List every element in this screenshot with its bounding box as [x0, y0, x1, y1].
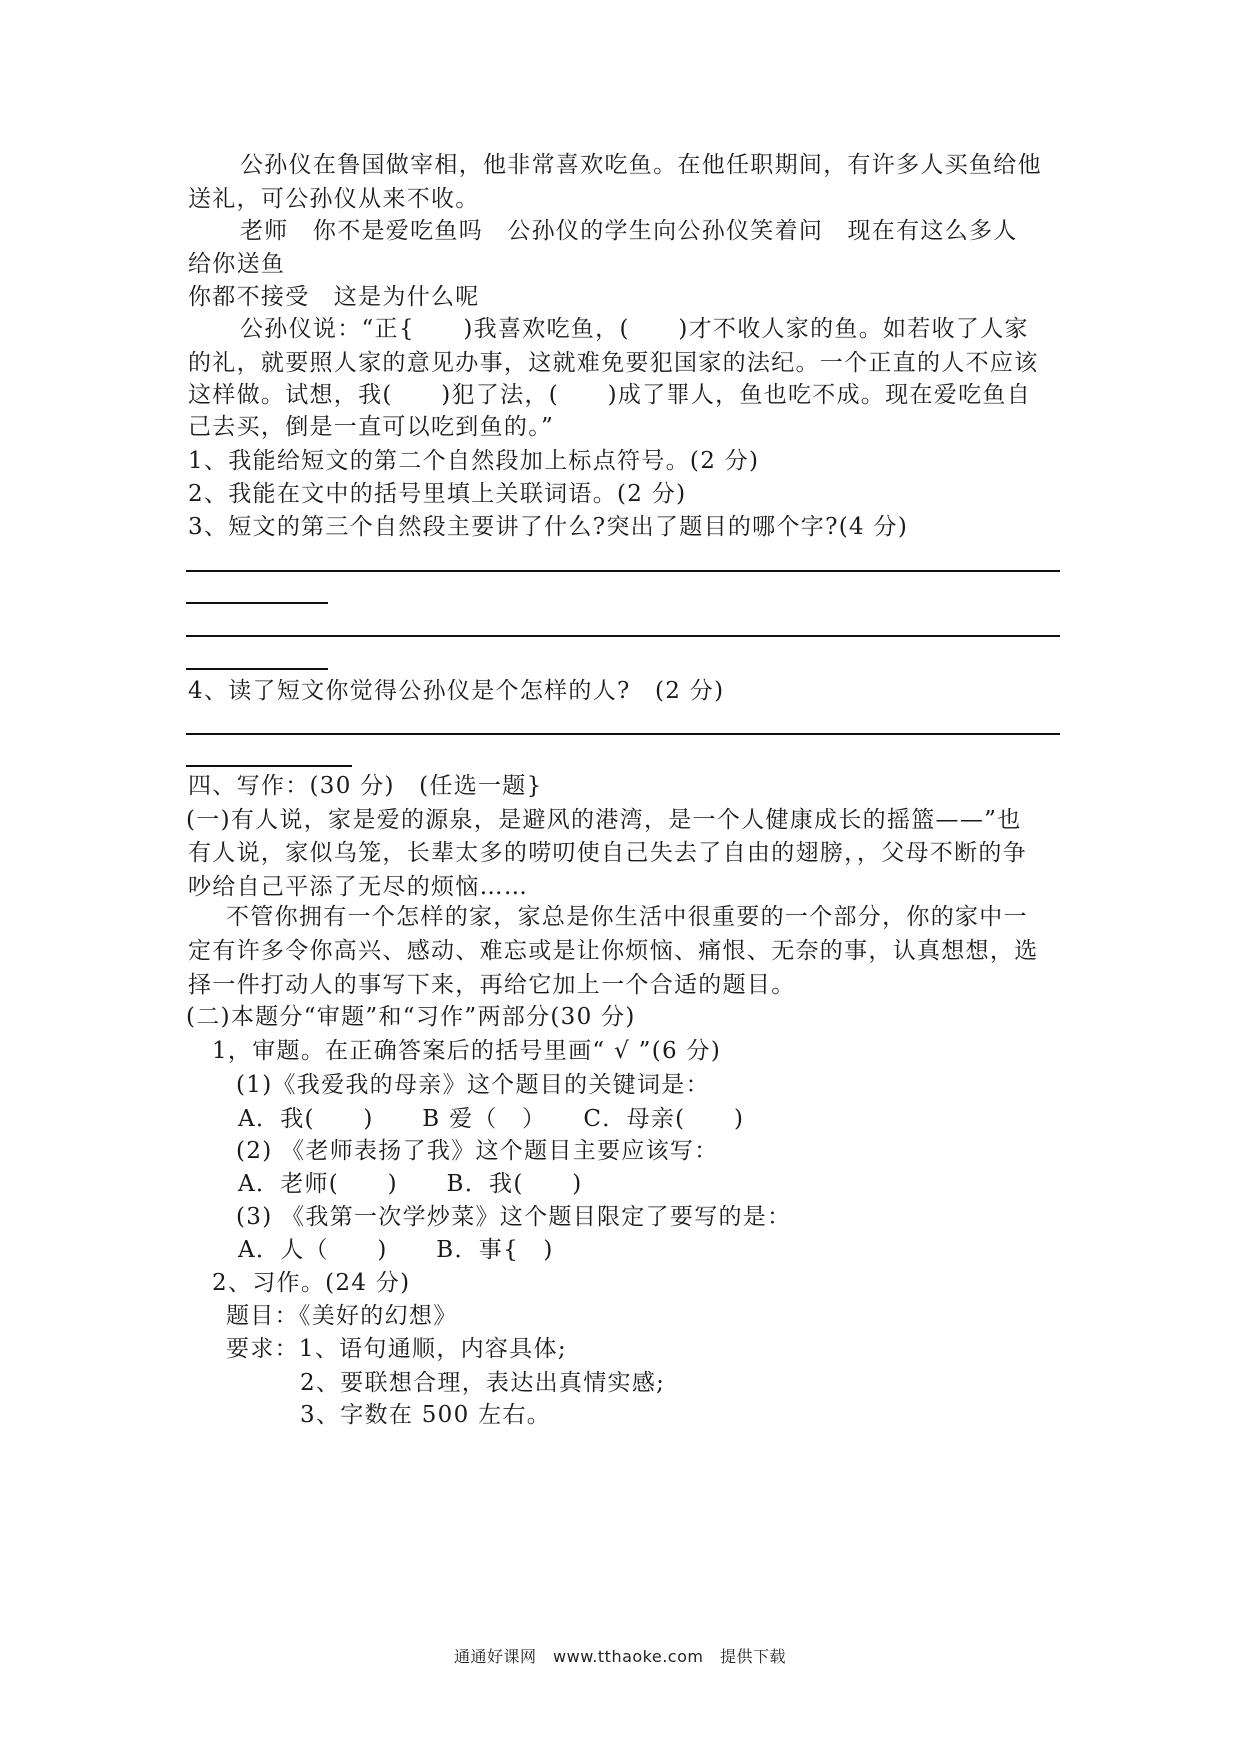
passage-p3-line4: 己去买，倒是一直可以吃到鱼的。”	[188, 414, 555, 440]
answer-line[interactable]	[186, 570, 1060, 572]
answer-line[interactable]	[186, 635, 1060, 637]
section-1-q2-options: A．老师( ) B．我( )	[238, 1171, 583, 1197]
passage-p2-line3: 你都不接受 这是为什么呢	[188, 284, 480, 310]
passage-p3-line1: 公孙仪说：“正{ )我喜欢吃鱼，( )才不收人家的鱼。如若收了人家	[240, 316, 1029, 342]
writing-opt1-p2-line3: 择一件打动人的事写下来，再给它加上一个合适的题目。	[188, 972, 796, 998]
section-1-q1: (1)《我爱我的母亲》这个题目的关键词是：	[236, 1072, 710, 1098]
passage-p1-line2: 送礼，可公孙仪从来不收。	[188, 186, 480, 212]
writing-opt2-heading: (二)本题分“审题”和“习作”两部分(30 分)	[186, 1004, 636, 1030]
writing-opt1-line1: (一)有人说，家是爱的源泉，是避风的港湾，是一个人健康成长的摇篮——”也	[186, 807, 1022, 833]
page-footer: 通通好课网 www.tthaoke.com 提供下载	[454, 1647, 786, 1666]
section-2-requirement-2: 2、要联想合理，表达出真情实感;	[300, 1370, 666, 1396]
answer-line-short[interactable]	[186, 668, 328, 670]
passage-p2-line2: 给你送鱼	[188, 251, 286, 277]
writing-heading: 四、写作：(30 分) (任选一题}	[188, 773, 543, 799]
writing-opt1-line3: 吵给自己平添了无尽的烦恼……	[188, 874, 529, 900]
answer-line-short[interactable]	[186, 602, 328, 604]
question-4: 4、读了短文你觉得公孙仪是个怎样的人? (2 分)	[188, 678, 725, 704]
question-3: 3、短文的第三个自然段主要讲了什么?突出了题目的哪个字?(4 分)	[188, 514, 909, 540]
section-2-heading: 2、习作。(24 分)	[212, 1270, 411, 1296]
answer-line[interactable]	[186, 733, 1060, 735]
passage-p1-line1: 公孙仪在鲁国做宰相，他非常喜欢吃鱼。在他任职期间，有许多人买鱼给他	[240, 152, 1042, 178]
answer-line-short[interactable]	[186, 765, 352, 767]
section-1-q3-options: A．人（ ) B．事{ )	[238, 1237, 554, 1263]
section-1-q2: (2) 《老师表扬了我》这个题目主要应该写：	[236, 1138, 719, 1164]
section-1-heading: 1，审题。在正确答案后的括号里画“ √ ”(6 分)	[212, 1038, 722, 1064]
passage-p3-line3: 这样做。试想，我( )犯了法，( )成了罪人，鱼也吃不成。现在爱吃鱼自	[188, 382, 1031, 408]
writing-opt1-p2-line1: 不管你拥有一个怎样的家，家总是你生活中很重要的一个部分，你的家中一	[226, 904, 1028, 930]
question-1: 1、我能给短文的第二个自然段加上标点符号。(2 分)	[188, 448, 760, 474]
section-2-title: 题目：《美好的幻想》	[226, 1303, 458, 1329]
section-1-q1-options: A．我( ) B 爱（ ） C．母亲( )	[238, 1106, 745, 1132]
writing-opt1-line2: 有人说，家似乌笼，长辈太多的唠叨使自己失去了自由的翅膀，，父母不断的争	[188, 840, 1027, 866]
passage-p2-line1: 老师 你不是爱吃鱼吗 公孙仪的学生向公孙仪笑着问 现在有这么多人	[240, 218, 1018, 244]
section-2-requirement-3: 3、字数在 500 左右。	[300, 1402, 552, 1428]
question-2: 2、我能在文中的括号里填上关联词语。(2 分)	[188, 481, 687, 507]
passage-p3-line2: 的礼，就要照人家的意见办事，这就难免要犯国家的法纪。一个正直的人不应该	[188, 350, 1039, 376]
section-1-q3: (3) 《我第一次学炒菜》这个题目限定了要写的是：	[236, 1204, 792, 1230]
writing-opt1-p2-line2: 定有许多令你高兴、感动、难忘或是让你烦恼、痛恨、无奈的事，认真想想，选	[188, 938, 1039, 964]
section-2-requirement-1: 要求：1、语句通顺，内容具体;	[226, 1336, 567, 1362]
